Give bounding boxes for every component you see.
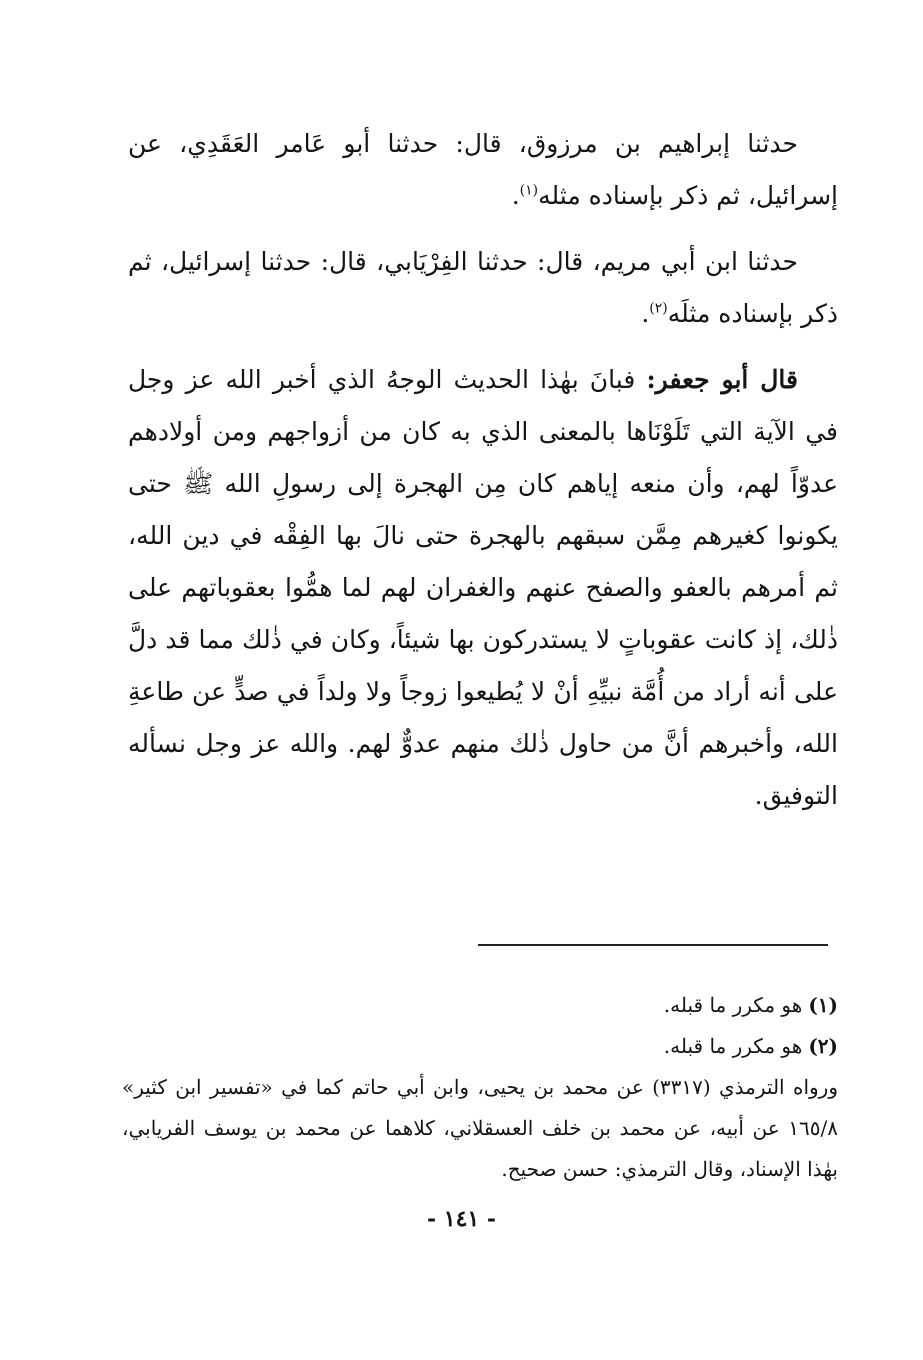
footnote-1-text: هو مكرر ما قبله.	[663, 993, 803, 1017]
footnote-2-number: (٢)	[808, 1034, 838, 1058]
footnote-ref-1: (١)	[519, 182, 539, 199]
footnote-1-number: (١)	[808, 993, 838, 1017]
footnote-1	[122, 985, 838, 1026]
footnote-ref-2: (٢)	[649, 300, 668, 317]
footnote-2-continuation: ورواه الترمذي (٣٣١٧) عن محمد بن يحيى، وابن أبي حاتم كما في «تفسير ابن كثير» ١٦٥/٨ عن أبيه، عن محمد بن خلف العسقلاني، كلاهما عن محمد بن يوسف الفريابي، بهٰذا الإسناد، وقال الترمذي: حسن صحيح.	[122, 1075, 838, 1181]
paragraph-3	[128, 354, 838, 822]
page-number: - ١٤١ -	[426, 1206, 497, 1232]
footnotes	[122, 985, 838, 1190]
footnote-divider	[478, 944, 828, 946]
main-text	[128, 118, 838, 822]
paragraph-3-lead: قال أبو جعفر:	[646, 365, 798, 394]
footnote-2-text: هو مكرر ما قبله.	[663, 1034, 803, 1058]
paragraph-2-text: حدثنا ابن أبي مريم، قال: حدثنا الفِرْيَابي، قال: حدثنا إسرائيل، ثم ذكر بإسناده مثلَه	[128, 247, 838, 328]
paragraph-2: حدثنا ابن أبي مريم، قال: حدثنا الفِرْيَابي، قال: حدثنا إسرائيل، ثم ذكر بإسناده مثلَه$^{(٢)}$.	[128, 247, 838, 328]
paragraph-3-text: فبانَ بهٰذا الحديث الوجهُ الذي أخبر الله عز وجل في الآية التي تَلَوْنَاها بالمعنى الذي به كان من أزواجهم ومن أولادهم عدوّاً لهم، وأن منعه إياهم كان مِن الهجرة إلى رسولِ الله ﷺ حتى يكونوا كغيرهم مِمَّن سبقهم بالهجرة حتى نالَ بها الفِقْه في دين الله، ثم أمرهم بالعفو والصفح عنهم والغفران لهم لما همُّوا بعقوباتهم على ذٰلك، إذ كانت عقوباتٍ لا يستدركون بها شيئاً، وكان في ذٰلك مما قد دلَّ على أنه أراد من أُمَّة نبيِّهِ أنْ لا يُطيعوا زوجاً ولا ولداً في صدٍّ عن طاعةِ الله، وأخبرهم أنَّ من حاول ذٰلك منهم عدوٌّ لهم. والله عز وجل نسأله التوفيق.	[128, 365, 838, 810]
paragraph-1-text: حدثنا إبراهيم بن مرزوق، قال: حدثنا أبو عَامر العَقَدِي، عن إسرائيل، ثم ذكر بإسناده مثله	[128, 129, 838, 210]
footnote-2	[122, 1026, 838, 1067]
paragraph-1: حدثنا إبراهيم بن مرزوق، قال: حدثنا أبو عَامر العَقَدِي، عن إسرائيل، ثم ذكر بإسناده مثله$^{(١)}$.	[128, 129, 838, 210]
